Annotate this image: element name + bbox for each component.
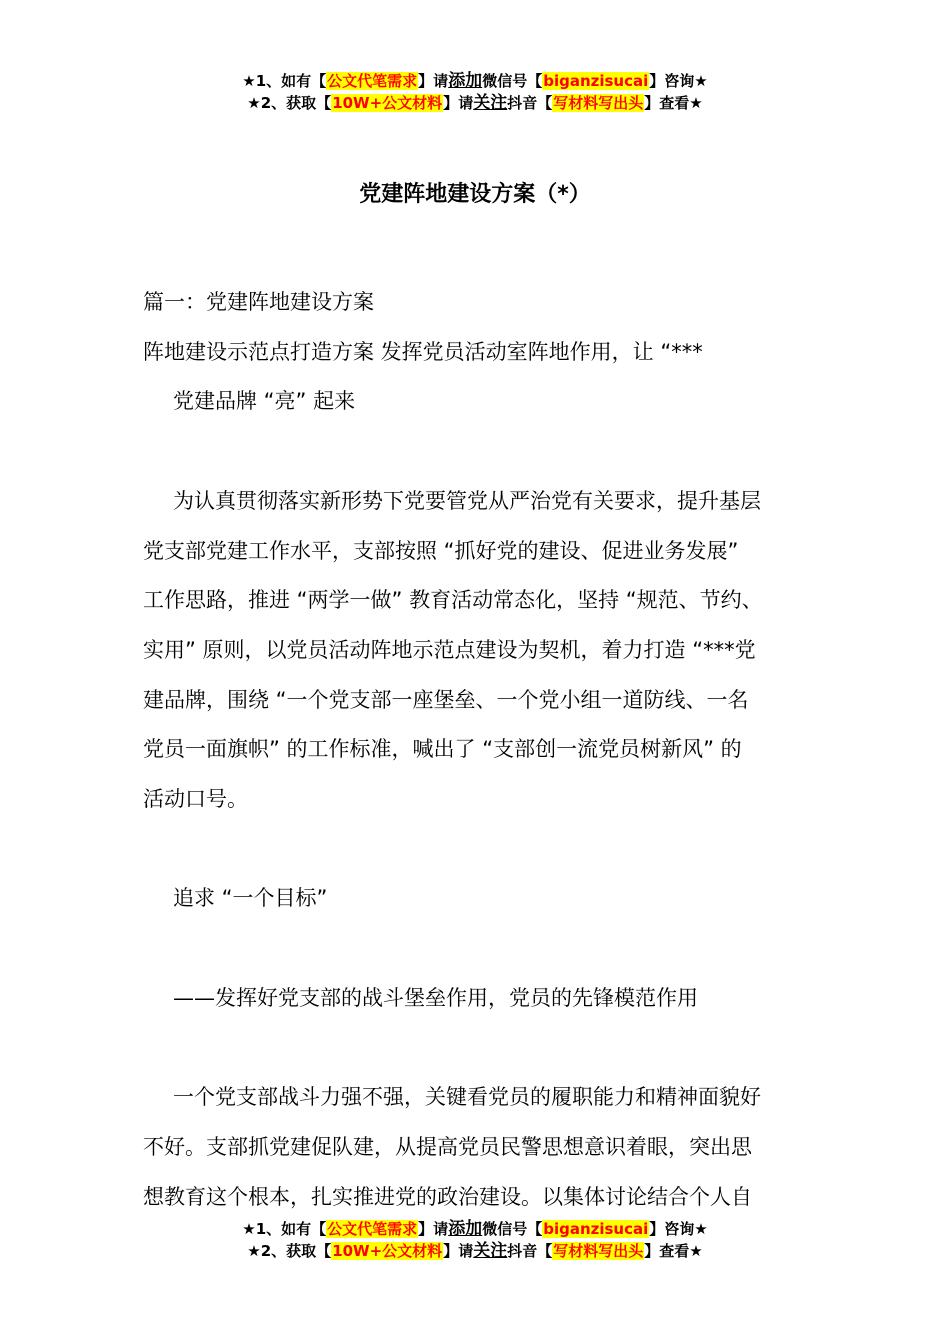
paragraph-line: 党员一面旗帜” 的工作标准，喊出了 “支部创一流党员树新风” 的 — [143, 737, 742, 762]
paragraph-line: 建品牌，围绕 “一个党支部一座堡垒、一个党小组一道防线、一名 — [143, 687, 749, 712]
highlight-wechat-id: biganzisucai — [543, 72, 649, 90]
banner-line-2: ★2、获取【10W+公文材料】请关注抖音【写材料写出头】查看★ — [247, 1241, 703, 1261]
paragraph-line: 想教育这个根本，扎实推进党的政治建设。以集体讨论结合个人自 — [143, 1184, 752, 1209]
paragraph-line: 为认真贯彻落实新形势下党要管党从严治党有关要求，提升基层 — [173, 488, 761, 513]
subheading-line: ——发挥好党支部的战斗堡垒作用，党员的先锋模范作用 — [173, 985, 698, 1010]
banner-line-2: ★2、获取【10W+公文材料】请关注抖音【写材料写出头】查看★ — [247, 93, 703, 113]
paragraph-line: 党支部党建工作水平，支部按照 “抓好党的建设、促进业务发展” — [143, 538, 739, 563]
highlight-materials: 10W+公文材料 — [332, 94, 443, 112]
paragraph-line: 一个党支部战斗力强不强，关键看党员的履职能力和精神面貌好 — [173, 1085, 761, 1110]
paragraph-line: 不好。支部抓党建促队建，从提高党员民警思想意识着眼，突出思 — [143, 1134, 752, 1159]
paragraph-line: 党建品牌 “亮” 起来 — [173, 389, 356, 414]
document-body — [143, 278, 823, 1222]
paragraph-line: 工作思路，推进 “两学一做” 教育活动常态化，坚持 “规范、节约、 — [143, 588, 763, 613]
bottom-banner — [0, 1218, 950, 1262]
section-heading: 篇一：党建阵地建设方案 — [143, 290, 374, 314]
paragraph-line: 实用” 原则，以党员活动阵地示范点建设为契机，着力打造 “***党 — [143, 637, 756, 662]
paragraph-line: 阵地建设示范点打造方案 发挥党员活动室阵地作用，让 “*** — [143, 339, 703, 364]
highlight-materials: 10W+公文材料 — [332, 1242, 443, 1260]
highlight-douyin-account: 写材料写出头 — [553, 94, 644, 112]
banner-line-1: ★1、如有【公文代笔需求】请添加微信号【biganzisucai】咨询★ — [242, 1219, 708, 1239]
banner-line-1: ★1、如有【公文代笔需求】请添加微信号【biganzisucai】咨询★ — [242, 71, 708, 91]
highlight-writing-service: 公文代笔需求 — [327, 1220, 418, 1238]
top-banner — [0, 70, 950, 114]
highlight-douyin-account: 写材料写出头 — [553, 1242, 644, 1260]
subheading: 追求 “一个目标” — [173, 886, 328, 911]
paragraph-line: 活动口号。 — [143, 787, 248, 812]
document-title: 党建阵地建设方案（*） — [359, 182, 591, 207]
highlight-writing-service: 公文代笔需求 — [327, 72, 418, 90]
highlight-wechat-id: biganzisucai — [543, 1220, 649, 1238]
